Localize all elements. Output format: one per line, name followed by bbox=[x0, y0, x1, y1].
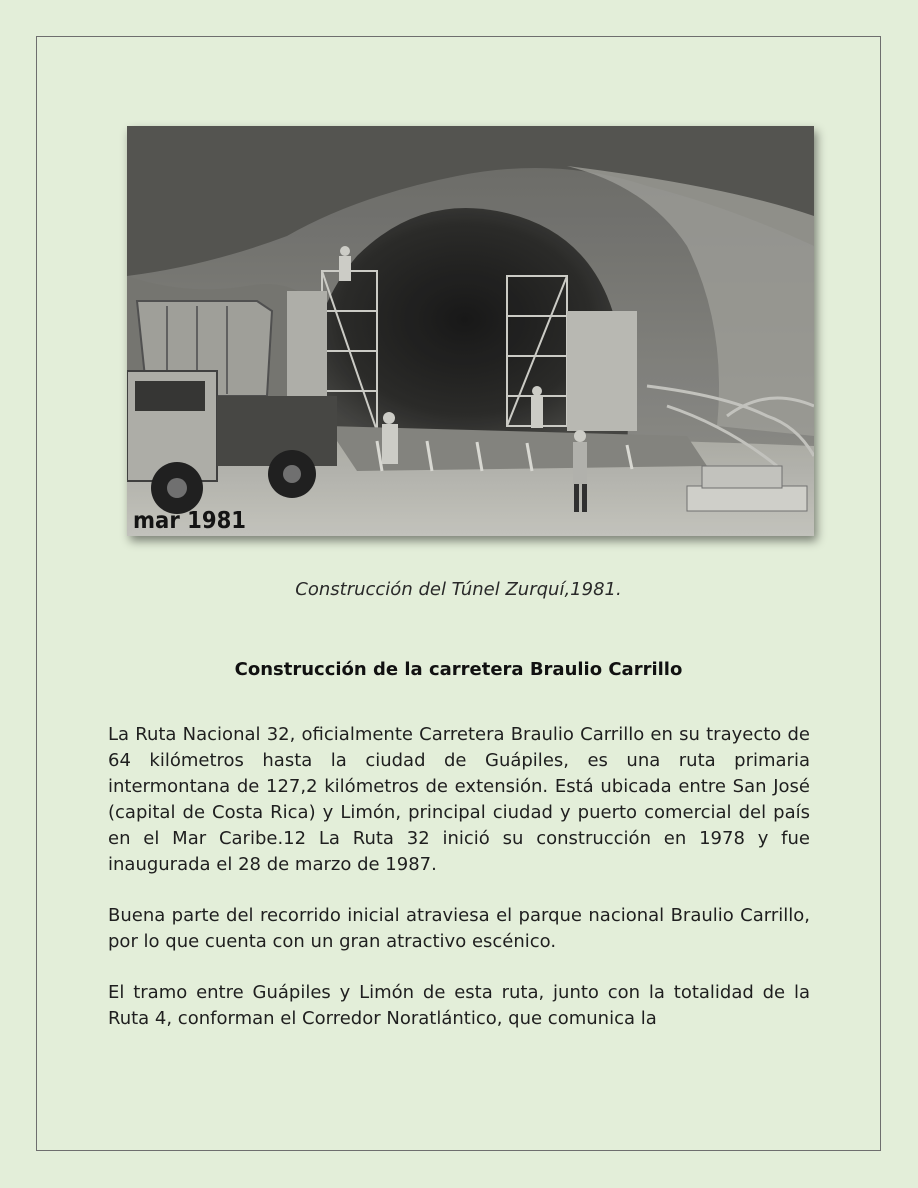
paragraph: El tramo entre Guápiles y Limón de esta ruta, junto con la totalidad de la Ruta 4, conforman el Corredor Noratlántico, que comunica la bbox=[108, 982, 810, 1029]
photo-date-stamp: mar 1981 bbox=[133, 508, 247, 534]
tunnel-construction-photo bbox=[127, 126, 814, 536]
body-text bbox=[108, 722, 810, 1057]
figure-caption: Construcción del Túnel Zurquí,1981. bbox=[295, 579, 622, 600]
paragraph: Buena parte del recorrido inicial atraviesa el parque nacional Braulio Carrillo, por lo que cuenta con un gran atractivo escénico. bbox=[108, 905, 810, 952]
paragraph: La Ruta Nacional 32, oficialmente Carretera Braulio Carrillo en su trayecto de 64 kilómetros hasta la ciudad de Guápiles, es una ruta primaria intermontana de 127,2 kilómetros de extensión. Está ubicada entre San José (capital de Costa Rica) y Limón, principal ciudad y puerto comercial del país en el Mar Caribe.12 La Ruta 32 inició su construcción en 1978 y fue inaugurada el 28 de marzo de 1987. bbox=[108, 724, 810, 875]
section-heading: Construcción de la carretera Braulio Carrillo bbox=[234, 659, 683, 680]
